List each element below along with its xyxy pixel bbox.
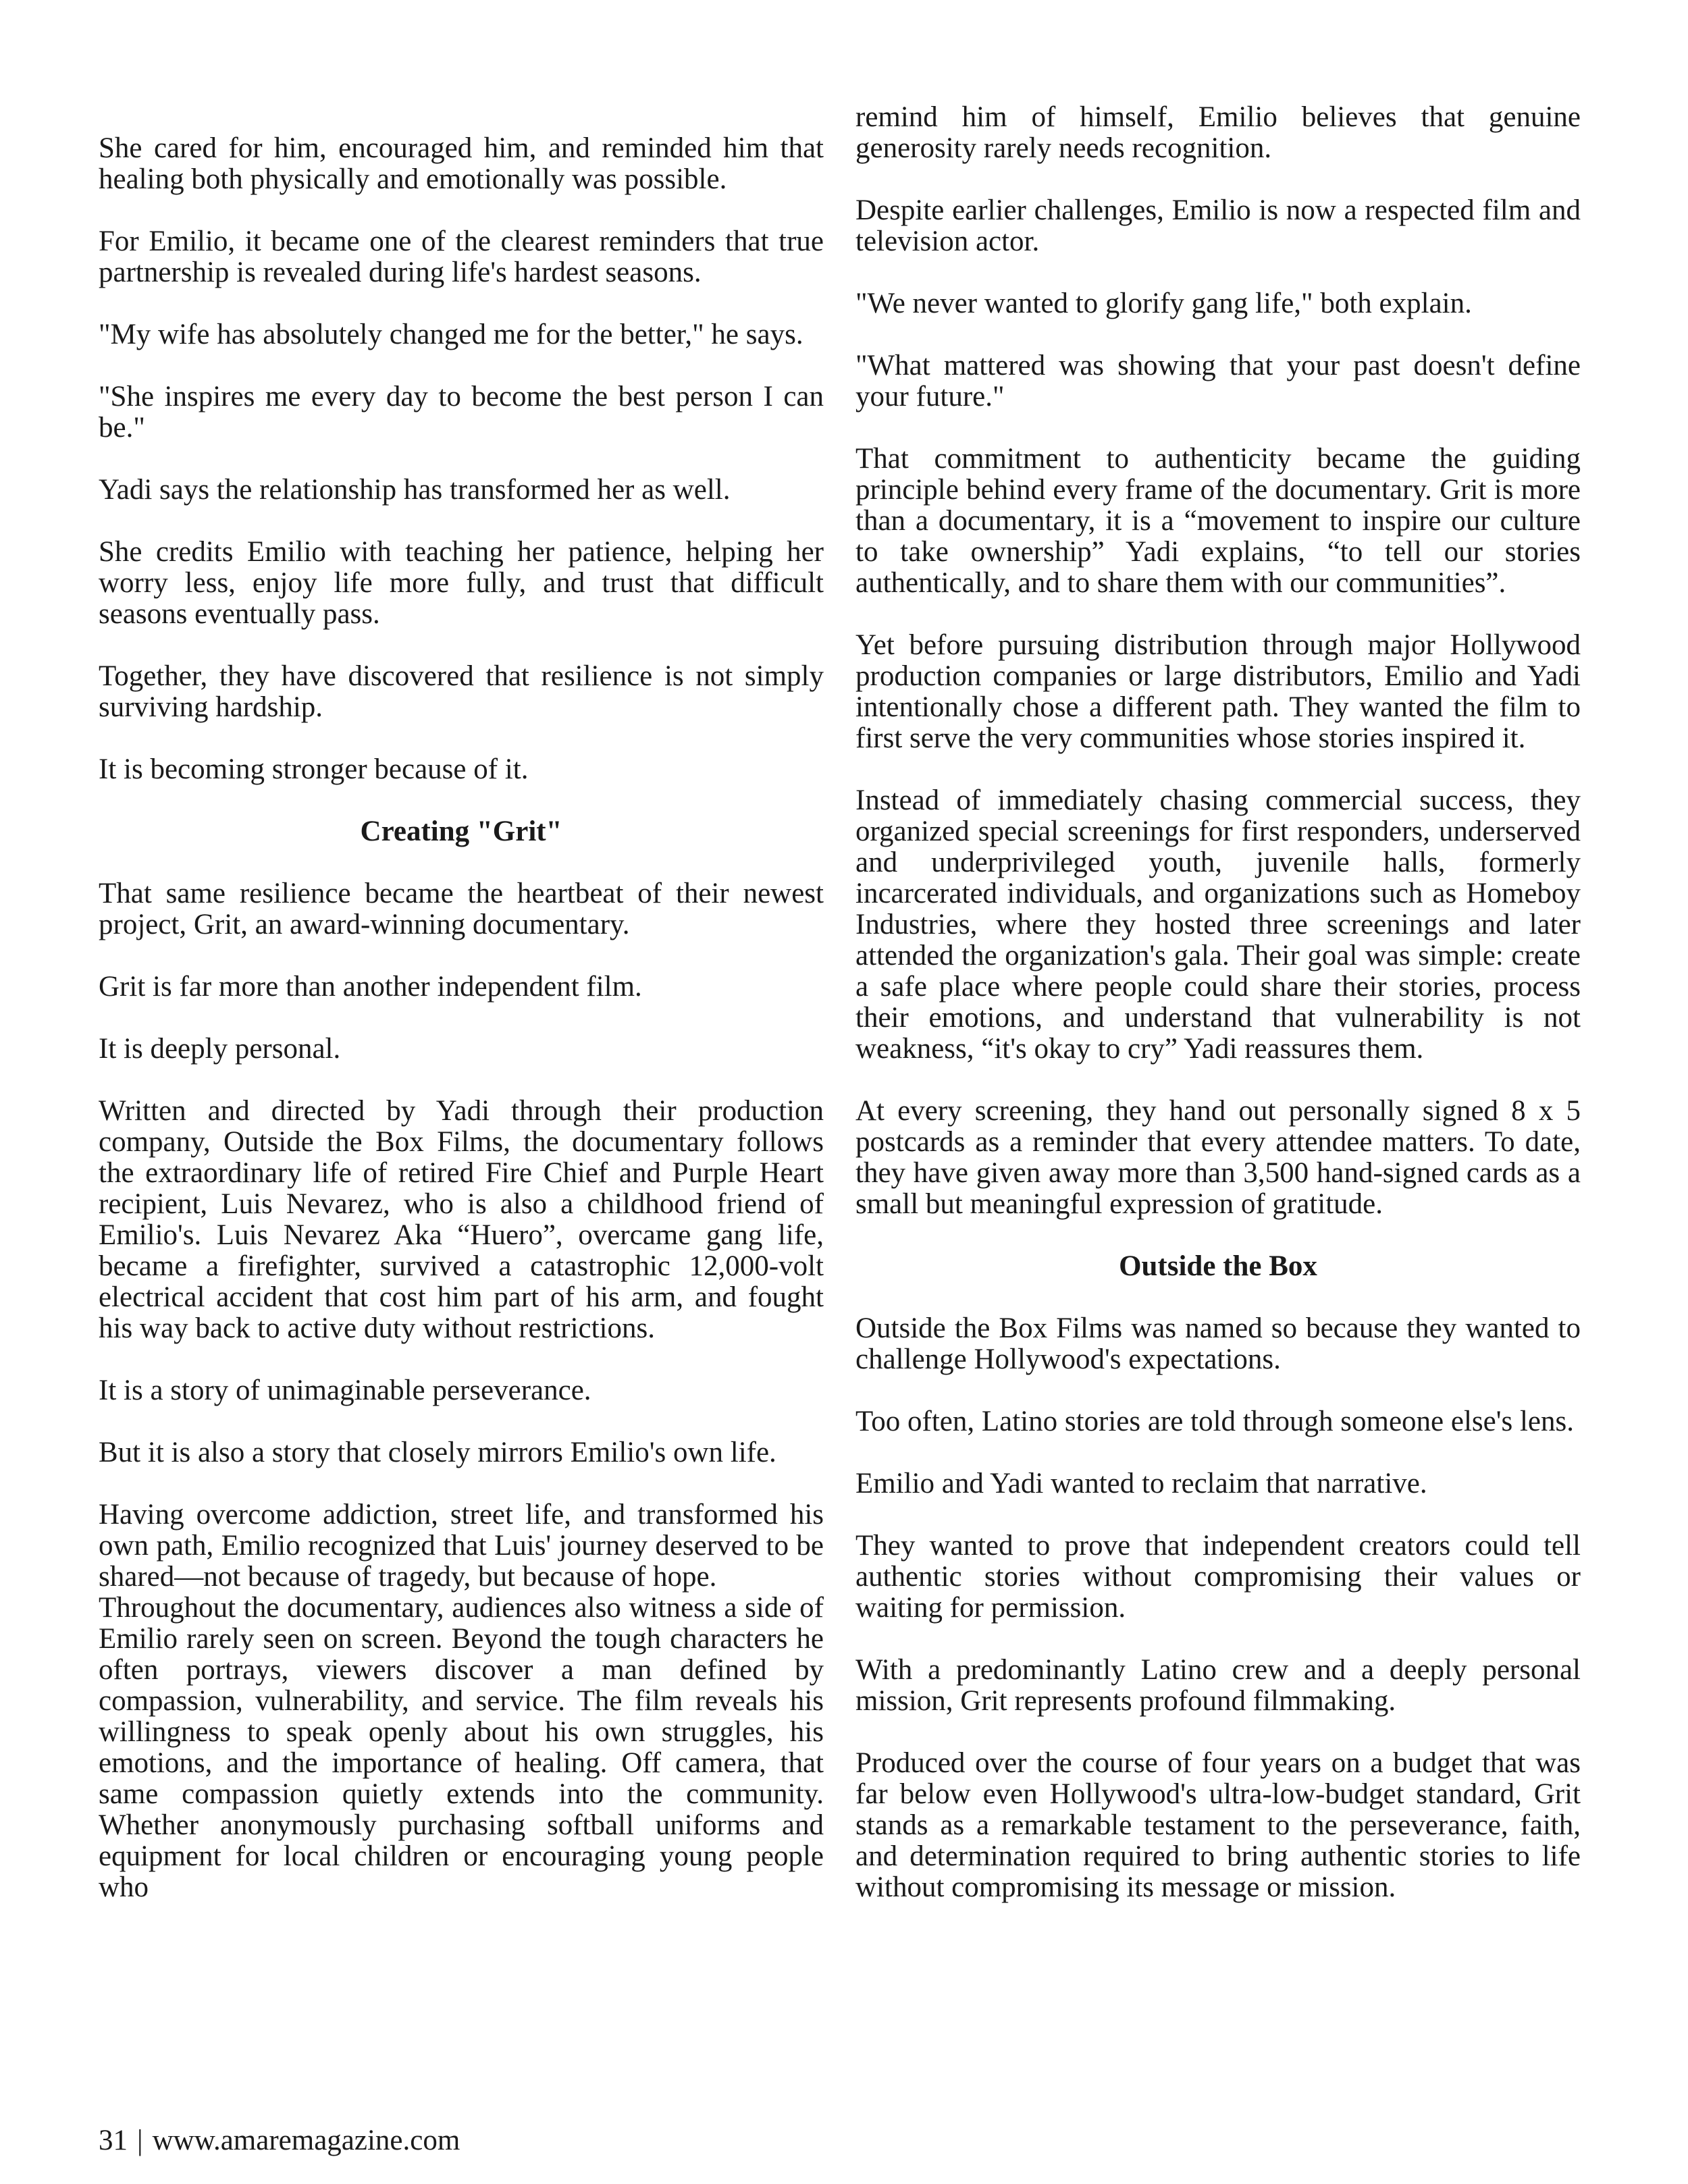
paragraph: It is a story of unimaginable perseverance. <box>99 1375 591 1406</box>
paragraph: It is becoming stronger because of it. <box>99 753 529 785</box>
paragraph: Yet before pursuing distribution through major Hollywood production companies or large distributors, Emilio and Yadi intentionally chose a different path. They wanted the film to first serve the very communities whose stories inspired it. <box>855 629 1581 754</box>
page-number: 31 <box>99 2125 128 2156</box>
paragraph: With a predominantly Latino crew and a deeply personal mission, Grit represents profound filmmaking. <box>855 1654 1581 1717</box>
paragraph: "What mattered was showing that your past doesn't define your future." <box>855 350 1581 412</box>
paragraph: That commitment to authenticity became the guiding principle behind every frame of the documentary. Grit is more than a documentary, it is a “movement to inspire our culture to take ownership” Yadi explains, “to tell our stories authentically, and to share them with our communities”. <box>855 443 1581 599</box>
paragraph: At every screening, they hand out personally signed 8 x 5 postcards as a reminder that every attendee matters. To date, they have given away more than 3,500 hand-signed cards as a small but meaningful expression of gratitude. <box>855 1095 1581 1220</box>
article-column-left <box>99 133 824 1934</box>
website-url: www.amaremagazine.com <box>152 2125 460 2156</box>
paragraph: She cared for him, encouraged him, and reminded him that healing both physically and emotionally was possible. <box>99 132 824 195</box>
paragraph: Written and directed by Yadi through their production company, Outside the Box Films, the documentary follows the extraordinary life of retired Fire Chief and Purple Heart recipient, Luis Nevarez, who is also a childhood friend of Emilio's. Luis Nevarez Aka “Huero”, overcame gang life, became a firefighter, survived a catastrophic 12,000-volt electrical accident that cost him part of his arm, and fought his way back to active duty without restrictions. <box>99 1095 824 1344</box>
paragraph: Produced over the course of four years on a budget that was far below even Hollywood's ultra-low-budget standard, Grit stands as a remarkable testament to the perseverance, faith, and determination required to bring authentic stories to life without compromising its message or mission. <box>855 1747 1581 1903</box>
paragraph: For Emilio, it became one of the clearest reminders that true partnership is revealed during life's hardest seasons. <box>99 225 824 288</box>
page-footer <box>99 2125 460 2156</box>
paragraph: That same resilience became the heartbeat of their newest project, Grit, an award-winning documentary. <box>99 878 824 940</box>
paragraph: Throughout the documentary, audiences also witness a side of Emilio rarely seen on screen. Beyond the tough characters he often portrays, viewers discover a man defined by compassion, vulnerability, and service. The film reveals his willingness to speak openly about his own struggles, his emotions, and the importance of healing. Off camera, that same compassion quietly extends into the community. Whether anonymously purchasing softball uniforms and equipment for local children or encouraging young people who <box>99 1592 824 1903</box>
paragraph: It is deeply personal. <box>99 1033 341 1065</box>
paragraph: Despite earlier challenges, Emilio is now a respected film and television actor. <box>855 194 1581 257</box>
paragraph: Instead of immediately chasing commercial success, they organized special screenings for first responders, underserved and underprivileged youth, juvenile halls, formerly incarcerated individuals, and organizations such as Homeboy Industries, where they hosted three screenings and later attended the organization's gala. Their goal was simple: create a safe place where people could share their stories, process their emotions, and understand that vulnerability is not weakness, “it's okay to cry” Yadi reassures them. <box>855 784 1581 1065</box>
paragraph: "My wife has absolutely changed me for the better," he says. <box>99 319 803 350</box>
paragraph: "We never wanted to glorify gang life," both explain. <box>855 288 1472 319</box>
paragraph: She credits Emilio with teaching her patience, helping her worry less, enjoy life more fully, and trust that difficult seasons eventually pass. <box>99 536 824 630</box>
section-heading: Creating "Grit" <box>360 816 562 847</box>
paragraph: remind him of himself, Emilio believes that genuine generosity rarely needs recognition. <box>855 101 1581 164</box>
paragraph: They wanted to prove that independent creators could tell authentic stories without compromising their values or waiting for permission. <box>855 1530 1581 1624</box>
paragraph: Having overcome addiction, street life, and transformed his own path, Emilio recognized that Luis' journey deserved to be shared—not because of tragedy, but because of hope. <box>99 1499 824 1593</box>
footer-separator: | <box>137 2125 143 2156</box>
paragraph: Emilio and Yadi wanted to reclaim that narrative. <box>855 1468 1427 1499</box>
paragraph: But it is also a story that closely mirrors Emilio's own life. <box>99 1437 776 1468</box>
paragraph: Too often, Latino stories are told through someone else's lens. <box>855 1406 1574 1437</box>
paragraph: Together, they have discovered that resilience is not simply surviving hardship. <box>99 660 824 723</box>
paragraph: "She inspires me every day to become the best person I can be." <box>99 381 824 444</box>
paragraph: Yadi says the relationship has transformed her as well. <box>99 474 731 506</box>
section-heading: Outside the Box <box>1119 1250 1317 1282</box>
paragraph: Grit is far more than another independent film. <box>99 971 642 1003</box>
article-column-right <box>855 102 1581 1934</box>
paragraph: Outside the Box Films was named so because they wanted to challenge Hollywood's expectations. <box>855 1312 1581 1375</box>
